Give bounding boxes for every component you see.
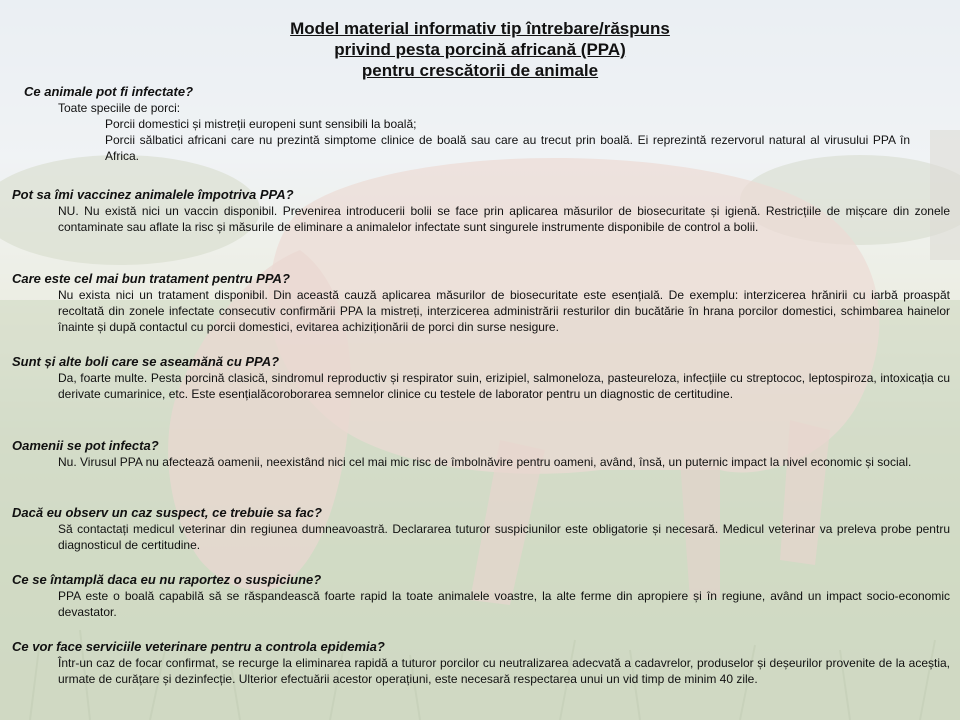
answer: Să contactați medicul veterinar din regiunea dumneavoastră. Declararea tuturor suspiciunilor este obligatorie și necesară. Medicul veterinar va preleva probe pentru diagnosticul de certitudine. — [58, 522, 950, 552]
title-line-2: privind pesta porcină africană (PPA) — [334, 40, 626, 59]
title-line-1: Model material informativ tip întrebare/răspuns — [290, 19, 670, 38]
question: Care este cel mai bun tratament pentru PPA? — [12, 271, 290, 286]
qa-item-no-report — [0, 572, 960, 620]
answer: NU. Nu există nici un vaccin disponibil. Prevenirea introducerii bolii se face prin aplicarea măsurilor de biosecuritate și igienă. Restricțiile de mișcare din zonele contaminate sau aflate la risc și măsurile de eliminare a animalelor infectate sunt singurele instrumente disponibile de control a bolii. — [58, 204, 950, 234]
question: Oamenii se pot infecta? — [12, 438, 159, 453]
answer: Într-un caz de focar confirmat, se recurge la eliminarea rapidă a tuturor porcilor cu neutralizarea adecvată a cadavrelor, produselor și deșeurilor provenite de la aceștia, urmate de curățare și dezinfecție. Ulterior efectuării acestor operațiuni, este necesară respectarea unui un vid timp de minim 40 zile. — [58, 656, 950, 686]
question: Ce vor face serviciile veterinare pentru a controla epidemia? — [12, 639, 385, 654]
question: Pot sa îmi vaccinez animalele împotriva PPA? — [12, 187, 294, 202]
qa-item-veterinary-control — [0, 639, 960, 687]
answer: Nu. Virusul PPA nu afectează oamenii, neexistând nici cel mai mic risc de îmbolnăvire pentru oameni, având, însă, un puternic impact la nivel economic și social. — [58, 455, 912, 469]
answer: Nu exista nici un tratament disponibil. Din această cauză aplicarea măsurilor de biosecuritate este esențială. De exemplu: interzicerea hrănirii cu iarbă proaspăt recoltată din zonele infectate consecutiv confirmării PPA la mistreți, interzicerea administrării resturilor din bucătărie în hrana porcilor domestici, schimbarea hainelor înainte și după contactul cu porcii domestici, evitarea achiziționării de porci din surse nesigure. — [58, 288, 950, 334]
question: Ce animale pot fi infectate? — [24, 84, 194, 99]
qa-item-treatment — [0, 271, 960, 335]
answer-bullet: Porcii sălbatici africani care nu prezintă simptome clinice de boală sau care au trecut prin boală. Ei reprezintă rezervorul natural al virusului PPA în Africa. — [105, 133, 910, 163]
qa-item-infectable-animals — [0, 84, 960, 164]
answer: Toate speciile de porci: — [58, 101, 181, 115]
qa-item-suspect-case — [0, 505, 960, 553]
qa-item-human-infection — [0, 438, 960, 470]
qa-item-vaccination — [0, 187, 960, 235]
title-line-3: pentru crescătorii de animale — [361, 61, 599, 80]
question: Sunt și alte boli care se aseamănă cu PPA? — [12, 354, 280, 369]
answer: Da, foarte multe. Pesta porcină clasică, sindromul reproductiv și respirator suin, erizipiel, salmoneloza, pasteureloza, infecțiile cu streptococ, leptospiroza, intoxicația cu derivate cumarinice, etc. Este esențialăcoroborarea semnelor clinice cu testele de laborator pentru un diagnostic de certitudine. — [58, 371, 950, 401]
answer-bullet: Porcii domestici și mistreții europeni sunt sensibili la boală; — [105, 117, 417, 131]
question: Ce se întamplă daca eu nu raportez o suspiciune? — [12, 572, 322, 587]
question: Dacă eu observ un caz suspect, ce trebuie sa fac? — [12, 505, 322, 520]
document-title — [0, 18, 960, 81]
qa-item-similar-diseases — [0, 354, 960, 402]
answer: PPA este o boală capabilă să se răspandească foarte rapid la toate animalele voastre, la alte ferme din apropiere și în regiune, având un impact socio-economic devastator. — [58, 589, 950, 619]
